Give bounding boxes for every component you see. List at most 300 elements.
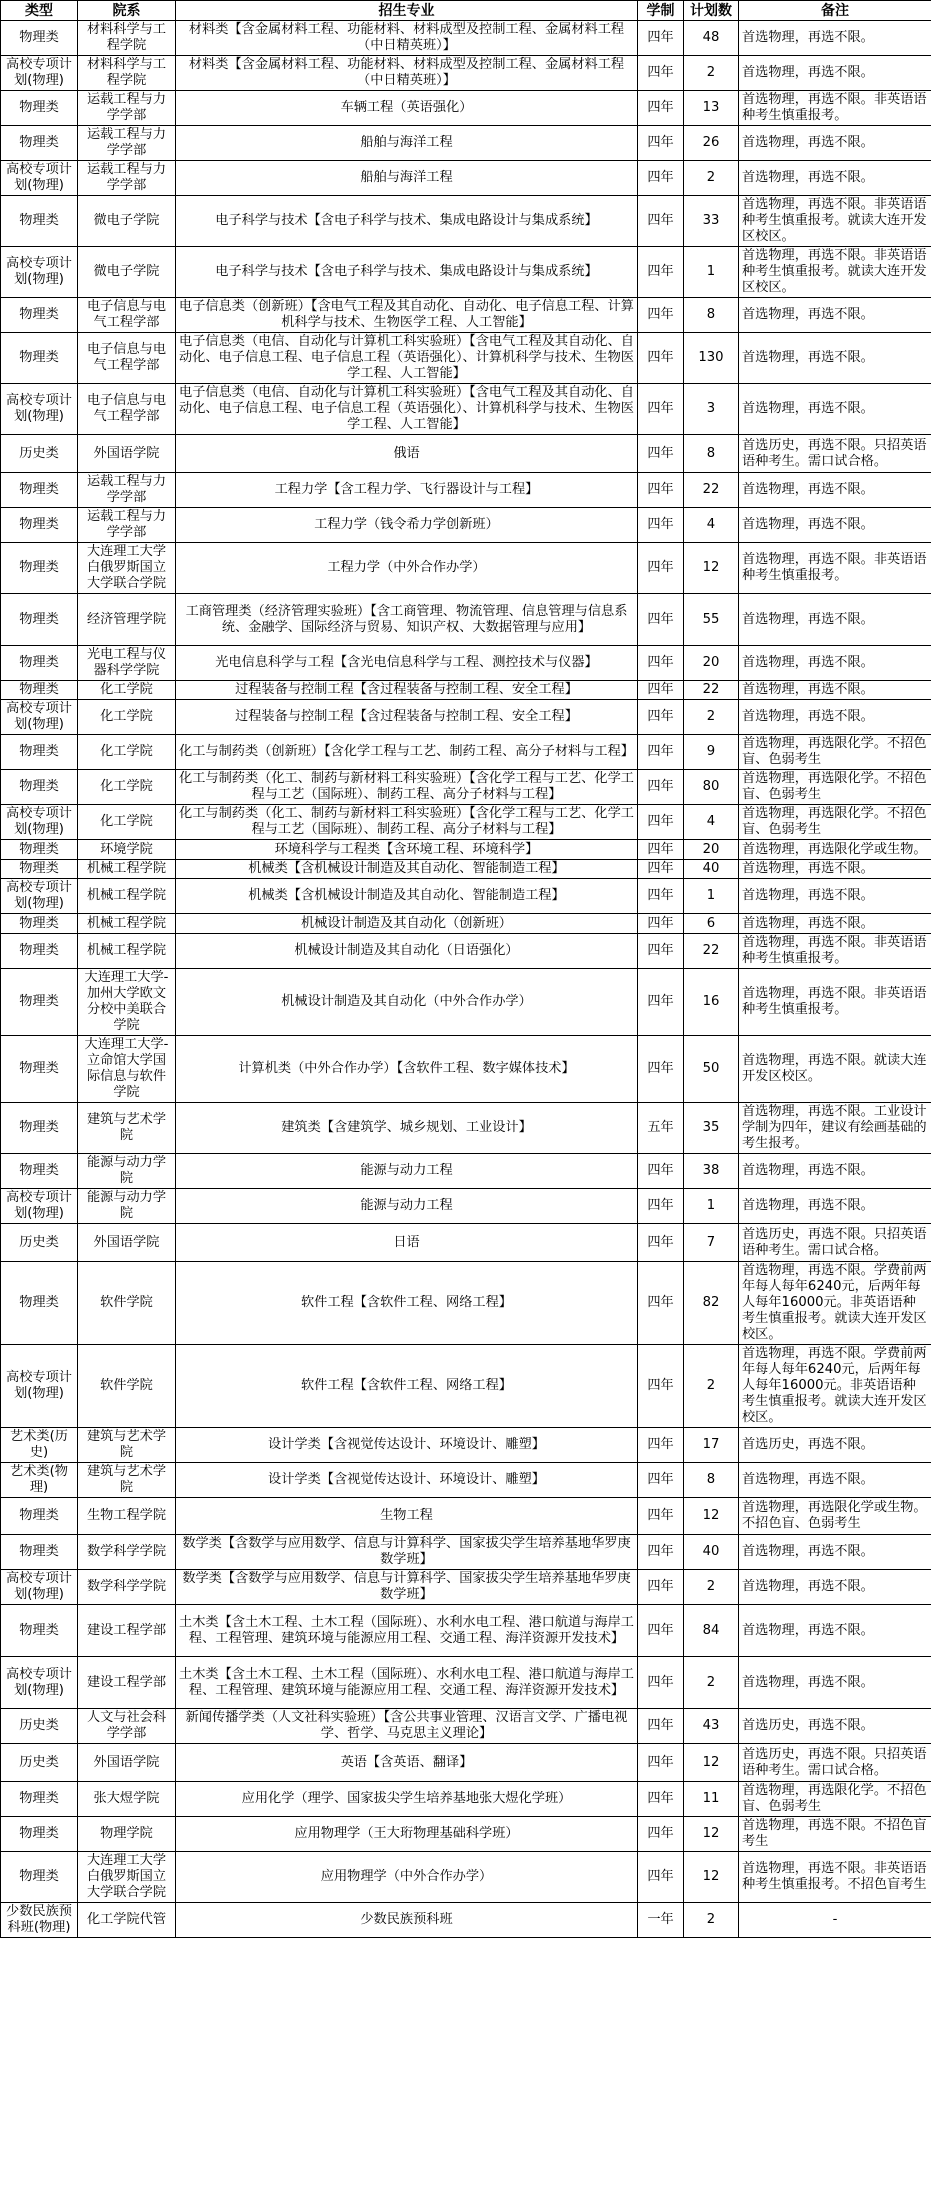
cell-duration: 四年	[638, 384, 684, 435]
table-row	[1, 1463, 931, 1498]
cell-duration: 四年	[638, 805, 684, 840]
cell-type: 物理类	[1, 298, 78, 333]
table-row	[1, 1817, 931, 1852]
cell-duration: 四年	[638, 1657, 684, 1709]
cell-major: 电子信息类（创新班）【含电气工程及其自动化、自动化、电子信息工程、计算机科学与技术、生物医学工程、人工智能】	[176, 298, 638, 333]
cell-remarks: 首选物理，再选限化学。不招色盲、色弱考生	[739, 735, 931, 770]
cell-department: 能源与动力学院	[78, 1189, 176, 1224]
cell-type: 历史类	[1, 435, 78, 473]
cell-plan-count: 2	[684, 161, 739, 196]
cell-department: 电子信息与电气工程学部	[78, 333, 176, 384]
cell-type: 物理类	[1, 646, 78, 681]
cell-department: 电子信息与电气工程学部	[78, 298, 176, 333]
cell-type: 少数民族预科班(物理)	[1, 1903, 78, 1938]
cell-type: 物理类	[1, 21, 78, 56]
cell-remarks: 首选物理，再选不限。	[739, 1535, 931, 1570]
cell-plan-count: 1	[684, 1189, 739, 1224]
table-row	[1, 681, 931, 700]
cell-type: 物理类	[1, 1535, 78, 1570]
cell-duration: 四年	[638, 543, 684, 594]
cell-type: 高校专项计划(物理)	[1, 161, 78, 196]
table-row	[1, 56, 931, 91]
cell-plan-count: 2	[684, 1903, 739, 1938]
cell-department: 电子信息与电气工程学部	[78, 384, 176, 435]
cell-department: 运载工程与力学学部	[78, 161, 176, 196]
cell-major: 材料类【含金属材料工程、功能材料、材料成型及控制工程、金属材料工程（中日精英班）】	[176, 21, 638, 56]
table-row	[1, 161, 931, 196]
cell-remarks: 首选物理，再选不限。非英语语种考生慎重报考。	[739, 969, 931, 1036]
header-duration: 学制	[638, 1, 684, 21]
cell-department: 光电工程与仪器科学学院	[78, 646, 176, 681]
cell-department: 大连理工大学白俄罗斯国立大学联合学院	[78, 1852, 176, 1903]
cell-major: 车辆工程（英语强化）	[176, 91, 638, 126]
cell-department: 外国语学院	[78, 435, 176, 473]
cell-major: 过程装备与控制工程【含过程装备与控制工程、安全工程】	[176, 700, 638, 735]
cell-remarks: 首选物理，再选不限。	[739, 21, 931, 56]
cell-major: 机械类【含机械设计制造及其自动化、智能制造工程】	[176, 879, 638, 914]
cell-plan-count: 6	[684, 914, 739, 934]
cell-type: 物理类	[1, 840, 78, 860]
cell-duration: 四年	[638, 1463, 684, 1498]
table-row	[1, 247, 931, 298]
cell-type: 物理类	[1, 1852, 78, 1903]
cell-major: 土木类【含土木工程、土木工程（国际班）、水利水电工程、港口航道与海岸工程、工程管理、建筑环境与能源应用工程、交通工程、海洋资源开发技术】	[176, 1657, 638, 1709]
cell-major: 英语【含英语、翻译】	[176, 1744, 638, 1782]
cell-duration: 四年	[638, 435, 684, 473]
cell-duration: 四年	[638, 1605, 684, 1657]
cell-type: 物理类	[1, 681, 78, 700]
cell-duration: 四年	[638, 1154, 684, 1189]
cell-major: 能源与动力工程	[176, 1154, 638, 1189]
cell-department: 大连理工大学-加州大学欧文分校中美联合学院	[78, 969, 176, 1036]
cell-remarks: 首选物理，再选不限。非英语语种考生慎重报考。就读大连开发区校区。	[739, 247, 931, 298]
cell-plan-count: 12	[684, 1852, 739, 1903]
cell-plan-count: 22	[684, 473, 739, 508]
cell-duration: 四年	[638, 21, 684, 56]
cell-type: 物理类	[1, 1154, 78, 1189]
cell-duration: 四年	[638, 735, 684, 770]
table-row	[1, 1744, 931, 1782]
cell-duration: 四年	[638, 508, 684, 543]
cell-duration: 四年	[638, 1224, 684, 1262]
cell-duration: 四年	[638, 1782, 684, 1817]
cell-type: 艺术类(物理)	[1, 1463, 78, 1498]
cell-duration: 四年	[638, 681, 684, 700]
cell-remarks: -	[739, 1903, 931, 1938]
cell-major: 机械类【含机械设计制造及其自动化、智能制造工程】	[176, 860, 638, 879]
cell-type: 物理类	[1, 91, 78, 126]
cell-remarks: 首选物理，再选不限。	[739, 1657, 931, 1709]
cell-major: 化工与制药类（创新班）【含化学工程与工艺、制药工程、高分子材料与工程】	[176, 735, 638, 770]
cell-department: 化工学院	[78, 681, 176, 700]
cell-plan-count: 7	[684, 1224, 739, 1262]
cell-type: 物理类	[1, 1262, 78, 1345]
table-row	[1, 435, 931, 473]
table-row	[1, 1103, 931, 1154]
cell-duration: 四年	[638, 1428, 684, 1463]
cell-plan-count: 11	[684, 1782, 739, 1817]
cell-major: 工程力学（中外合作办学）	[176, 543, 638, 594]
table-row	[1, 840, 931, 860]
cell-plan-count: 2	[684, 56, 739, 91]
table-row	[1, 1709, 931, 1744]
cell-type: 历史类	[1, 1709, 78, 1744]
cell-remarks: 首选物理，再选不限。	[739, 508, 931, 543]
cell-type: 物理类	[1, 126, 78, 161]
cell-type: 物理类	[1, 860, 78, 879]
cell-plan-count: 12	[684, 1744, 739, 1782]
cell-duration: 四年	[638, 1498, 684, 1535]
cell-duration: 四年	[638, 56, 684, 91]
table-row	[1, 1428, 931, 1463]
table-row	[1, 1535, 931, 1570]
cell-duration: 四年	[638, 770, 684, 805]
table-row	[1, 126, 931, 161]
cell-remarks: 首选物理，再选不限。	[739, 879, 931, 914]
table-row	[1, 1189, 931, 1224]
cell-department: 建设工程学部	[78, 1605, 176, 1657]
cell-major: 光电信息科学与工程【含光电信息科学与工程、测控技术与仪器】	[176, 646, 638, 681]
cell-plan-count: 2	[684, 1657, 739, 1709]
table-row	[1, 1657, 931, 1709]
cell-duration: 四年	[638, 91, 684, 126]
cell-duration: 四年	[638, 1744, 684, 1782]
cell-plan-count: 35	[684, 1103, 739, 1154]
cell-plan-count: 1	[684, 879, 739, 914]
cell-plan-count: 84	[684, 1605, 739, 1657]
cell-duration: 四年	[638, 1535, 684, 1570]
header-plan-count: 计划数	[684, 1, 739, 21]
cell-duration: 四年	[638, 934, 684, 969]
cell-plan-count: 130	[684, 333, 739, 384]
cell-major: 计算机类（中外合作办学）【含软件工程、数字媒体技术】	[176, 1036, 638, 1103]
cell-remarks: 首选物理，再选不限。非英语语种考生慎重报考。	[739, 91, 931, 126]
cell-plan-count: 16	[684, 969, 739, 1036]
cell-department: 机械工程学院	[78, 934, 176, 969]
cell-type: 高校专项计划(物理)	[1, 700, 78, 735]
cell-major: 材料类【含金属材料工程、功能材料、材料成型及控制工程、金属材料工程（中日精英班）】	[176, 56, 638, 91]
cell-remarks: 首选物理，再选不限。	[739, 700, 931, 735]
cell-remarks: 首选物理，再选不限。	[739, 1605, 931, 1657]
table-row	[1, 805, 931, 840]
cell-type: 物理类	[1, 196, 78, 247]
cell-duration: 四年	[638, 1189, 684, 1224]
table-row	[1, 700, 931, 735]
cell-remarks: 首选物理，再选限化学或生物。不招色盲、色弱考生	[739, 1498, 931, 1535]
cell-plan-count: 4	[684, 805, 739, 840]
cell-type: 物理类	[1, 914, 78, 934]
cell-major: 俄语	[176, 435, 638, 473]
cell-department: 软件学院	[78, 1345, 176, 1428]
cell-remarks: 首选历史，再选不限。只招英语语种考生。需口试合格。	[739, 1224, 931, 1262]
cell-major: 少数民族预科班	[176, 1903, 638, 1938]
cell-type: 物理类	[1, 594, 78, 646]
cell-major: 应用物理学（王大珩物理基础科学班）	[176, 1817, 638, 1852]
table-row	[1, 21, 931, 56]
cell-remarks: 首选物理，再选不限。就读大连开发区校区。	[739, 1036, 931, 1103]
table-row	[1, 543, 931, 594]
cell-major: 工程力学【含工程力学、飞行器设计与工程】	[176, 473, 638, 508]
cell-type: 物理类	[1, 1817, 78, 1852]
cell-plan-count: 12	[684, 1498, 739, 1535]
cell-major: 应用物理学（中外合作办学）	[176, 1852, 638, 1903]
cell-remarks: 首选物理，再选不限。非英语语种考生慎重报考。	[739, 543, 931, 594]
cell-type: 物理类	[1, 508, 78, 543]
cell-department: 环境学院	[78, 840, 176, 860]
table-row	[1, 333, 931, 384]
cell-plan-count: 38	[684, 1154, 739, 1189]
table-row	[1, 1782, 931, 1817]
cell-department: 运载工程与力学学部	[78, 91, 176, 126]
cell-plan-count: 12	[684, 1817, 739, 1852]
cell-type: 高校专项计划(物理)	[1, 1189, 78, 1224]
cell-plan-count: 50	[684, 1036, 739, 1103]
cell-department: 机械工程学院	[78, 914, 176, 934]
cell-department: 软件学院	[78, 1262, 176, 1345]
cell-department: 化工学院	[78, 700, 176, 735]
cell-plan-count: 3	[684, 384, 739, 435]
cell-plan-count: 22	[684, 934, 739, 969]
cell-duration: 四年	[638, 1709, 684, 1744]
cell-duration: 四年	[638, 196, 684, 247]
cell-remarks: 首选物理，再选不限。不招色盲考生	[739, 1817, 931, 1852]
cell-remarks: 首选物理，再选限化学或生物。	[739, 840, 931, 860]
table-row	[1, 914, 931, 934]
cell-duration: 四年	[638, 1345, 684, 1428]
cell-type: 高校专项计划(物理)	[1, 247, 78, 298]
cell-remarks: 首选物理，再选不限。	[739, 1570, 931, 1605]
cell-department: 化工学院	[78, 735, 176, 770]
cell-remarks: 首选物理，再选限化学。不招色盲、色弱考生	[739, 805, 931, 840]
cell-major: 电子信息类（电信、自动化与计算机工科实验班）【含电气工程及其自动化、自动化、电子信息工程、电子信息工程（英语强化）、计算机科学与技术、生物医学工程、人工智能】	[176, 384, 638, 435]
cell-department: 材料科学与工程学院	[78, 21, 176, 56]
table-row	[1, 735, 931, 770]
table-row	[1, 91, 931, 126]
cell-plan-count: 17	[684, 1428, 739, 1463]
cell-duration: 四年	[638, 298, 684, 333]
table-row	[1, 646, 931, 681]
table-row	[1, 1903, 931, 1938]
cell-major: 软件工程【含软件工程、网络工程】	[176, 1345, 638, 1428]
header-remarks: 备注	[739, 1, 931, 21]
cell-plan-count: 40	[684, 860, 739, 879]
cell-department: 数学科学学院	[78, 1570, 176, 1605]
cell-duration: 四年	[638, 700, 684, 735]
cell-major: 日语	[176, 1224, 638, 1262]
table-row	[1, 1262, 931, 1345]
cell-major: 数学类【含数学与应用数学、信息与计算科学、国家拔尖学生培养基地华罗庚数学班】	[176, 1570, 638, 1605]
cell-department: 建筑与艺术学院	[78, 1463, 176, 1498]
cell-remarks: 首选物理，再选不限。工业设计学制为四年，建议有绘画基础的考生报考。	[739, 1103, 931, 1154]
cell-remarks: 首选物理，再选不限。	[739, 1463, 931, 1498]
cell-department: 人文与社会科学学部	[78, 1709, 176, 1744]
cell-remarks: 首选历史，再选不限。	[739, 1428, 931, 1463]
table-body	[1, 21, 931, 1938]
cell-department: 能源与动力学院	[78, 1154, 176, 1189]
header-department: 院系	[78, 1, 176, 21]
table-row	[1, 770, 931, 805]
cell-duration: 四年	[638, 1262, 684, 1345]
cell-major: 船舶与海洋工程	[176, 126, 638, 161]
cell-department: 微电子学院	[78, 196, 176, 247]
cell-plan-count: 33	[684, 196, 739, 247]
cell-plan-count: 13	[684, 91, 739, 126]
cell-duration: 一年	[638, 1903, 684, 1938]
cell-department: 大连理工大学白俄罗斯国立大学联合学院	[78, 543, 176, 594]
cell-remarks: 首选物理，再选不限。学费前两年每人每年6240元，后两年每人每年16000元。非英语语种考生慎重报考。就读大连开发区校区。	[739, 1345, 931, 1428]
header-row	[1, 1, 931, 21]
table-row	[1, 196, 931, 247]
cell-duration: 四年	[638, 879, 684, 914]
table-row	[1, 1036, 931, 1103]
cell-remarks: 首选物理，再选不限。	[739, 1154, 931, 1189]
cell-type: 物理类	[1, 1498, 78, 1535]
cell-type: 物理类	[1, 969, 78, 1036]
cell-remarks: 首选历史，再选不限。只招英语语种考生。需口试合格。	[739, 435, 931, 473]
cell-plan-count: 20	[684, 840, 739, 860]
cell-type: 高校专项计划(物理)	[1, 805, 78, 840]
cell-department: 经济管理学院	[78, 594, 176, 646]
cell-type: 物理类	[1, 473, 78, 508]
cell-major: 化工与制药类（化工、制药与新材料工科实验班）【含化学工程与工艺、化学工程与工艺（国际班）、制药工程、高分子材料与工程】	[176, 770, 638, 805]
cell-type: 历史类	[1, 1224, 78, 1262]
cell-type: 高校专项计划(物理)	[1, 879, 78, 914]
table-row	[1, 1498, 931, 1535]
table-row	[1, 298, 931, 333]
cell-plan-count: 26	[684, 126, 739, 161]
table-row	[1, 1605, 931, 1657]
table-row	[1, 1570, 931, 1605]
cell-major: 生物工程	[176, 1498, 638, 1535]
cell-duration: 四年	[638, 969, 684, 1036]
cell-major: 电子信息类（电信、自动化与计算机工科实验班）【含电气工程及其自动化、自动化、电子信息工程、电子信息工程（英语强化）、计算机科学与技术、生物医学工程、人工智能】	[176, 333, 638, 384]
cell-department: 物理学院	[78, 1817, 176, 1852]
cell-remarks: 首选历史，再选不限。	[739, 1709, 931, 1744]
cell-plan-count: 12	[684, 543, 739, 594]
cell-plan-count: 2	[684, 700, 739, 735]
cell-type: 物理类	[1, 735, 78, 770]
cell-major: 电子科学与技术【含电子科学与技术、集成电路设计与集成系统】	[176, 196, 638, 247]
cell-duration: 四年	[638, 1817, 684, 1852]
cell-department: 机械工程学院	[78, 860, 176, 879]
table-row	[1, 969, 931, 1036]
cell-major: 机械设计制造及其自动化（中外合作办学）	[176, 969, 638, 1036]
cell-type: 物理类	[1, 934, 78, 969]
cell-major: 应用化学（理学、国家拔尖学生培养基地张大煜化学班）	[176, 1782, 638, 1817]
cell-type: 物理类	[1, 1605, 78, 1657]
cell-department: 运载工程与力学学部	[78, 473, 176, 508]
cell-duration: 四年	[638, 473, 684, 508]
cell-remarks: 首选物理，再选限化学。不招色盲、色弱考生	[739, 1782, 931, 1817]
cell-major: 机械设计制造及其自动化（创新班）	[176, 914, 638, 934]
cell-department: 运载工程与力学学部	[78, 508, 176, 543]
cell-remarks: 首选物理，再选限化学。不招色盲、色弱考生	[739, 770, 931, 805]
cell-type: 物理类	[1, 1036, 78, 1103]
cell-remarks: 首选物理，再选不限。	[739, 681, 931, 700]
cell-type: 历史类	[1, 1744, 78, 1782]
cell-plan-count: 2	[684, 1345, 739, 1428]
cell-plan-count: 55	[684, 594, 739, 646]
cell-remarks: 首选历史，再选不限。只招英语语种考生。需口试合格。	[739, 1744, 931, 1782]
cell-department: 外国语学院	[78, 1224, 176, 1262]
cell-department: 微电子学院	[78, 247, 176, 298]
cell-remarks: 首选物理，再选不限。非英语语种考生慎重报考。	[739, 934, 931, 969]
cell-plan-count: 20	[684, 646, 739, 681]
cell-plan-count: 80	[684, 770, 739, 805]
cell-type: 物理类	[1, 543, 78, 594]
cell-department: 建设工程学部	[78, 1657, 176, 1709]
cell-remarks: 首选物理，再选不限。非英语语种考生慎重报考。不招色盲考生	[739, 1852, 931, 1903]
cell-major: 土木类【含土木工程、土木工程（国际班）、水利水电工程、港口航道与海岸工程、工程管理、建筑环境与能源应用工程、交通工程、海洋资源开发技术】	[176, 1605, 638, 1657]
cell-remarks: 首选物理，再选不限。	[739, 126, 931, 161]
cell-major: 机械设计制造及其自动化（日语强化）	[176, 934, 638, 969]
cell-plan-count: 82	[684, 1262, 739, 1345]
cell-remarks: 首选物理，再选不限。	[739, 298, 931, 333]
cell-duration: 四年	[638, 914, 684, 934]
cell-major: 软件工程【含软件工程、网络工程】	[176, 1262, 638, 1345]
cell-plan-count: 2	[684, 1570, 739, 1605]
cell-remarks: 首选物理，再选不限。	[739, 860, 931, 879]
cell-plan-count: 1	[684, 247, 739, 298]
cell-plan-count: 40	[684, 1535, 739, 1570]
cell-type: 高校专项计划(物理)	[1, 1657, 78, 1709]
cell-duration: 四年	[638, 860, 684, 879]
table-row	[1, 860, 931, 879]
cell-plan-count: 8	[684, 298, 739, 333]
cell-remarks: 首选物理，再选不限。	[739, 161, 931, 196]
cell-remarks: 首选物理，再选不限。非英语语种考生慎重报考。就读大连开发区校区。	[739, 196, 931, 247]
cell-remarks: 首选物理，再选不限。	[739, 646, 931, 681]
cell-department: 化工学院	[78, 770, 176, 805]
cell-department: 材料科学与工程学院	[78, 56, 176, 91]
cell-type: 物理类	[1, 333, 78, 384]
cell-plan-count: 22	[684, 681, 739, 700]
cell-type: 物理类	[1, 770, 78, 805]
cell-major: 电子科学与技术【含电子科学与技术、集成电路设计与集成系统】	[176, 247, 638, 298]
cell-department: 张大煜学院	[78, 1782, 176, 1817]
header-major: 招生专业	[176, 1, 638, 21]
cell-remarks: 首选物理，再选不限。	[739, 594, 931, 646]
table-row	[1, 473, 931, 508]
table-row	[1, 1852, 931, 1903]
cell-department: 外国语学院	[78, 1744, 176, 1782]
cell-major: 数学类【含数学与应用数学、信息与计算科学、国家拔尖学生培养基地华罗庚数学班】	[176, 1535, 638, 1570]
table-row	[1, 508, 931, 543]
cell-major: 化工与制药类（化工、制药与新材料工科实验班）【含化学工程与工艺、化学工程与工艺（国际班）、制药工程、高分子材料与工程】	[176, 805, 638, 840]
table-row	[1, 1154, 931, 1189]
cell-type: 高校专项计划(物理)	[1, 56, 78, 91]
cell-duration: 四年	[638, 594, 684, 646]
cell-plan-count: 43	[684, 1709, 739, 1744]
cell-duration: 四年	[638, 161, 684, 196]
cell-duration: 四年	[638, 1852, 684, 1903]
cell-remarks: 首选物理，再选不限。	[739, 56, 931, 91]
cell-department: 建筑与艺术学院	[78, 1103, 176, 1154]
cell-duration: 四年	[638, 646, 684, 681]
cell-major: 船舶与海洋工程	[176, 161, 638, 196]
cell-type: 艺术类(历史)	[1, 1428, 78, 1463]
cell-remarks: 首选物理，再选不限。	[739, 333, 931, 384]
cell-duration: 四年	[638, 1036, 684, 1103]
table-row	[1, 1345, 931, 1428]
cell-duration: 四年	[638, 247, 684, 298]
cell-duration: 四年	[638, 333, 684, 384]
cell-remarks: 首选物理，再选不限。	[739, 914, 931, 934]
table-row	[1, 1224, 931, 1262]
cell-department: 建筑与艺术学院	[78, 1428, 176, 1463]
cell-type: 物理类	[1, 1103, 78, 1154]
cell-duration: 四年	[638, 126, 684, 161]
